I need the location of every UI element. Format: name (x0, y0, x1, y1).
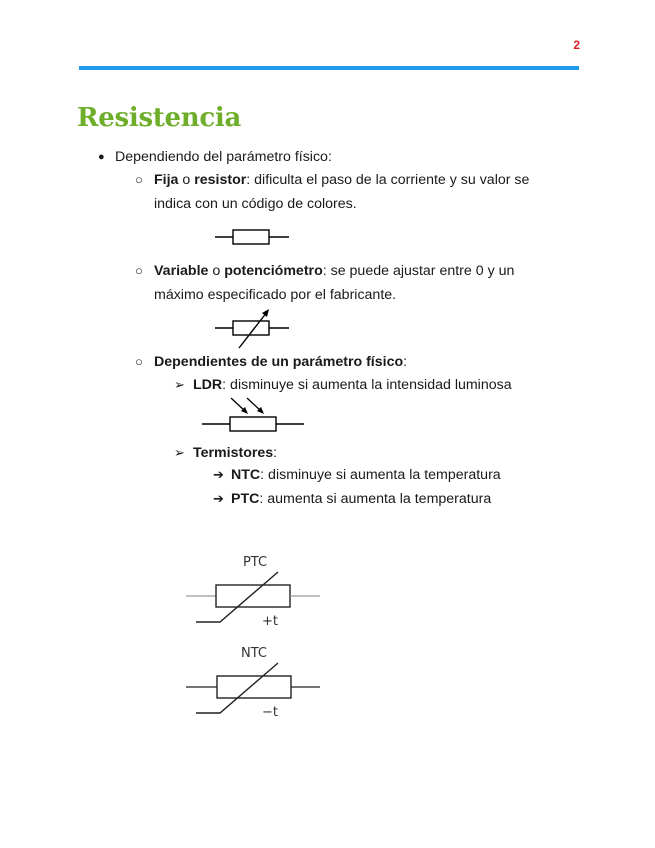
ptc-term: PTC (231, 491, 260, 507)
fija-term: Fija (154, 172, 179, 188)
fija-line2: indica con un código de colores. (154, 196, 357, 212)
bullet-dot: ● (98, 151, 105, 163)
intro-text: Dependiendo del parámetro físico: (115, 149, 332, 165)
sub-bullet-circle: ○ (135, 172, 143, 187)
page-number: 2 (573, 38, 580, 52)
ntc-sign: −t (262, 705, 278, 720)
arrowhead-bullet-icon: ➢ (174, 445, 185, 460)
sub-bullet-circle: ○ (135, 263, 143, 278)
fixed-resistor-symbol (215, 226, 291, 248)
potenciometro-term: potenciómetro (224, 263, 323, 279)
ptc-line: PTC: aumenta si aumenta la temperatura (231, 491, 492, 507)
dependientes-line: Dependientes de un parámetro físico: (154, 354, 408, 370)
variable-resistor-symbol (215, 308, 291, 350)
ldr-symbol (202, 394, 306, 436)
ntc-line: NTC: disminuye si aumenta la temperatura (231, 467, 501, 483)
ptc-thermistor-symbol (186, 550, 322, 630)
resistor-term: resistor (194, 172, 247, 188)
variable-line1: Variable o potenciómetro: se puede ajustar entre 0 y un (154, 263, 515, 279)
arrowhead-bullet-icon: ➢ (174, 377, 185, 392)
ntc-thermistor-symbol (186, 642, 322, 722)
variable-term: Variable (154, 263, 209, 279)
termistores-term: Termistores (193, 445, 274, 461)
page-title: Resistencia (77, 103, 242, 133)
header-rule (79, 66, 579, 70)
right-arrow-icon: ➔ (213, 491, 224, 506)
ldr-line: LDR: disminuye si aumenta la intensidad luminosa (193, 377, 512, 393)
ptc-sign: +t (262, 614, 278, 629)
sub-bullet-circle: ○ (135, 354, 143, 369)
termistores-line: Termistores: (193, 445, 278, 461)
dependientes-term: Dependientes de un parámetro físico (154, 354, 404, 370)
ptc-label: PTC (242, 555, 268, 570)
ldr-term: LDR (193, 377, 223, 393)
right-arrow-icon: ➔ (213, 467, 224, 482)
fija-line1: Fija o resistor: dificulta el paso de la corriente y su valor se (154, 172, 530, 188)
ntc-term: NTC (231, 467, 261, 483)
variable-line2: máximo especificado por el fabricante. (154, 287, 397, 303)
ntc-label: NTC (241, 646, 267, 661)
